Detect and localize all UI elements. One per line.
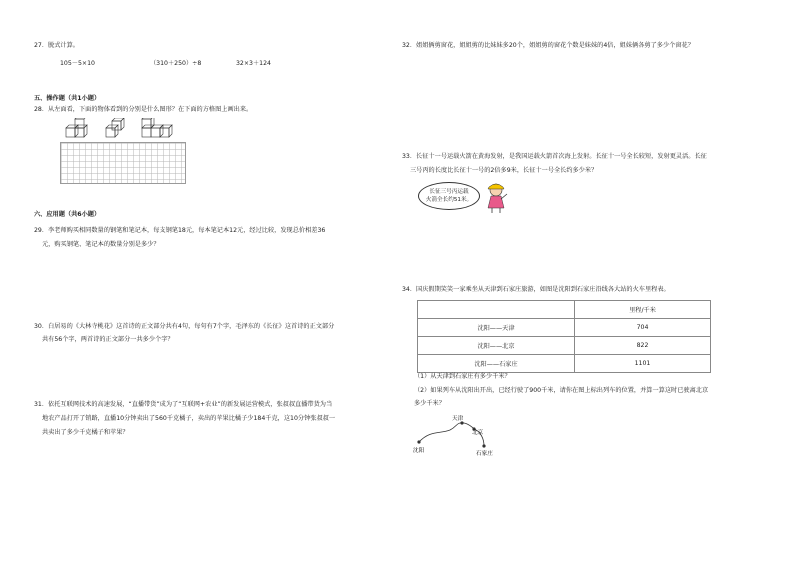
label-shijiazhuang: 石家庄	[476, 451, 493, 457]
bubble-line-1: 长征三号丙运载	[429, 189, 469, 195]
cube-figures	[64, 118, 174, 140]
label-shenyang: 沈阳	[413, 448, 425, 454]
bubble-line-2: 火箭全长约51米。	[425, 197, 473, 203]
label-beijing: 北京	[472, 430, 484, 436]
q31-line-3: 共卖出了多少千克橘子和苹果？	[42, 429, 129, 436]
q27-expr-2: （310＋250）÷8	[150, 60, 202, 67]
girl-icon	[480, 180, 512, 214]
speech-bubble	[418, 182, 480, 210]
table-km: 822	[575, 337, 711, 355]
station-shenyang	[417, 440, 420, 443]
table-route: 沈阳——北京	[418, 337, 575, 355]
q30-line-1: 30．白居易的《大林寺桃花》这首诗的正文部分共有4句，每句有7个字，毛泽东的《长征》这首诗的正文部分	[34, 323, 335, 330]
q28-text: 28．从左面看，下面的物体看到的分别是什么图形？在下面的方格图上画出来。	[34, 106, 253, 113]
q34-sub-1: （1）从天津到石家庄有多少千米？	[414, 373, 511, 380]
railway-map[interactable]	[410, 412, 520, 460]
q33-line-1: 33．长征十一号运载火箭在黄海发射，是我国运载火箭首次海上发射。长征十一号全长较短，发射更灵活。长征	[402, 153, 707, 160]
table-km: 704	[575, 319, 711, 337]
table-header-row	[418, 301, 711, 319]
cube-figure-1	[66, 118, 87, 137]
q34-sub-2-line-1: （2）如果列车从沈阳出开出，已经行驶了900千米，请你在图上标出列车的位置，并算一算这时已驶离北京	[414, 387, 709, 394]
section-6-heading: 六、应用题（共6小题）	[34, 211, 101, 218]
q29-line-2: 元，购买钢笔、笔记本的数量分别是多少？	[42, 241, 160, 248]
q31-line-1: 31．依托互联网技术的高速发展，“直播带货”成为了“互联网+农业”的新发展运营模式，张叔叔直播带货为当	[34, 401, 333, 408]
q27-expr-3: 32×3＋124	[236, 60, 271, 67]
q30-line-2: 共有56个字，两首诗的正文部分一共多少个字？	[42, 336, 174, 343]
table-row	[418, 337, 711, 355]
label-tianjin: 天津	[452, 416, 464, 422]
q34-sub-2-line-2: 多少千米？	[414, 400, 445, 407]
section-5-heading: 五、操作题（共1小题）	[34, 95, 101, 102]
q34-text: 34．国庆假期笑笑一家乘坐从天津到石家庄旅游，如图是沈阳到石家庄沿线各大站的火车里程表。	[402, 286, 670, 293]
q33-line-2: 三号丙的长度比长征十一号的2倍多9米，长征十一号全长约多少米？	[410, 167, 598, 174]
table-row	[418, 355, 711, 373]
table-header-mileage: 里程/千米	[575, 301, 711, 319]
q27-label: 27．脱式计算。	[34, 42, 79, 49]
mileage-table	[417, 300, 711, 373]
cube-figure-2	[106, 118, 124, 137]
station-shijiazhuang	[482, 444, 485, 447]
q31-line-2: 地农产品打开了销路，直播10分钟卖出了560千克橘子，卖出的苹果比橘子少184千克，这10分钟张叔叔一	[42, 415, 336, 422]
table-route: 沈阳——天津	[418, 319, 575, 337]
table-route: 沈阳——石家庄	[418, 355, 575, 373]
q27-expr-1: 105－5×10	[60, 60, 95, 67]
table-row	[418, 319, 711, 337]
q29-line-1: 29．李老师购买相同数量的钢笔和笔记本，每支钢笔18元，每本笔记本12元，经过比较，发现总价相差36	[34, 227, 326, 234]
q32-text: 32．姐姐俩剪窗花，姐姐剪的比妹妹多20个，姐姐剪的窗花个数是妹妹的4倍，姐妹俩各剪了多少个窗花？	[402, 42, 694, 49]
table-km: 1101	[575, 355, 711, 373]
cube-figure-3	[142, 118, 172, 137]
drawing-grid[interactable]	[60, 142, 186, 184]
